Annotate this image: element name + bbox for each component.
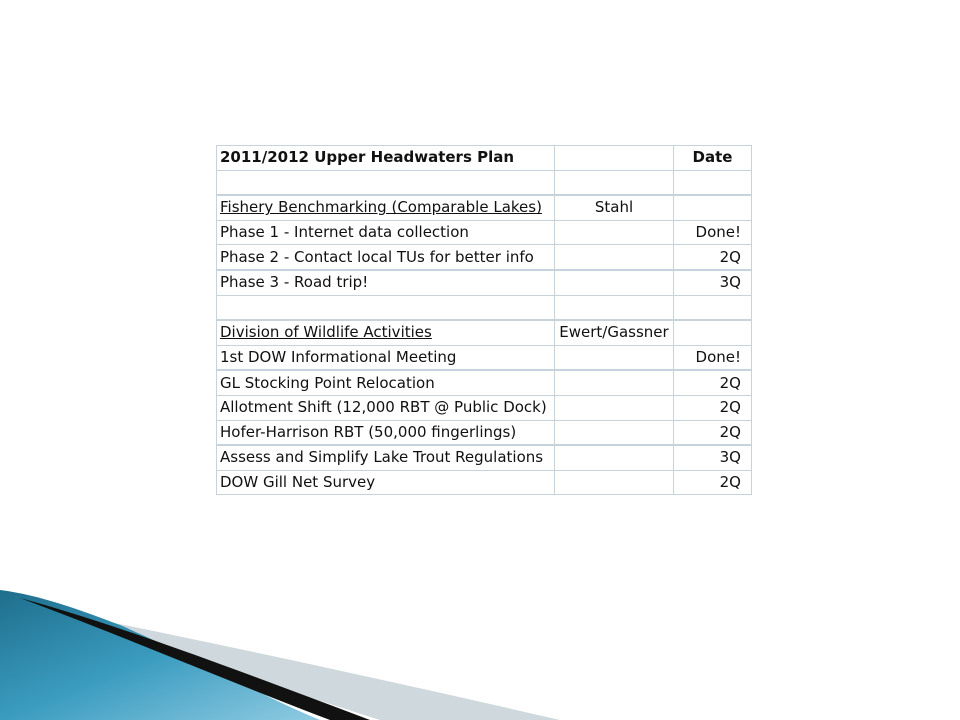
table-row	[217, 220, 752, 245]
section-heading: Division of Wildlife Activities	[217, 320, 555, 345]
date-cell: 2Q	[674, 470, 752, 495]
date-cell: Done!	[674, 345, 752, 370]
owner-cell	[555, 295, 674, 320]
owner-cell	[555, 270, 674, 295]
owner-cell	[555, 245, 674, 270]
table-row	[217, 195, 752, 220]
date-cell: 2Q	[674, 370, 752, 395]
owner-cell	[555, 370, 674, 395]
owner-cell	[555, 445, 674, 470]
table-row	[217, 345, 752, 370]
wave-decoration	[0, 590, 960, 720]
date-cell: Done!	[674, 220, 752, 245]
task-cell	[217, 295, 555, 320]
owner-cell	[555, 470, 674, 495]
table-row	[217, 270, 752, 295]
date-cell: 3Q	[674, 270, 752, 295]
task-cell: Phase 2 - Contact local TUs for better info	[217, 245, 555, 270]
owner-cell	[555, 170, 674, 195]
table-row	[217, 245, 752, 270]
task-cell: Hofer-Harrison RBT (50,000 fingerlings)	[217, 420, 555, 445]
owner-cell	[555, 345, 674, 370]
task-cell: DOW Gill Net Survey	[217, 470, 555, 495]
table-row	[217, 320, 752, 345]
task-cell: GL Stocking Point Relocation	[217, 370, 555, 395]
table-row	[217, 420, 752, 445]
owner-cell: Ewert/Gassner	[555, 320, 674, 345]
owner-cell	[555, 420, 674, 445]
task-cell: 1st DOW Informational Meeting	[217, 345, 555, 370]
date-header: Date	[674, 146, 752, 171]
owner-cell	[555, 395, 674, 420]
date-cell	[674, 195, 752, 220]
task-cell: Assess and Simplify Lake Trout Regulations	[217, 445, 555, 470]
task-cell: Phase 3 - Road trip!	[217, 270, 555, 295]
plan-table	[216, 145, 752, 495]
date-cell: 2Q	[674, 395, 752, 420]
date-cell: 2Q	[674, 245, 752, 270]
section-heading: Fishery Benchmarking (Comparable Lakes)	[217, 195, 555, 220]
table-row	[217, 395, 752, 420]
owner-cell	[555, 146, 674, 171]
date-cell: 3Q	[674, 445, 752, 470]
date-cell	[674, 320, 752, 345]
table-row	[217, 295, 752, 320]
owner-cell	[555, 220, 674, 245]
date-cell	[674, 295, 752, 320]
task-cell: Phase 1 - Internet data collection	[217, 220, 555, 245]
task-cell	[217, 170, 555, 195]
date-cell	[674, 170, 752, 195]
owner-cell: Stahl	[555, 195, 674, 220]
table-row	[217, 146, 752, 171]
table-row	[217, 445, 752, 470]
blue-wave	[0, 590, 320, 720]
table-row	[217, 170, 752, 195]
date-cell: 2Q	[674, 420, 752, 445]
plan-title: 2011/2012 Upper Headwaters Plan	[217, 146, 555, 171]
table-row	[217, 370, 752, 395]
task-cell: Allotment Shift (12,000 RBT @ Public Dock)	[217, 395, 555, 420]
table-row	[217, 470, 752, 495]
